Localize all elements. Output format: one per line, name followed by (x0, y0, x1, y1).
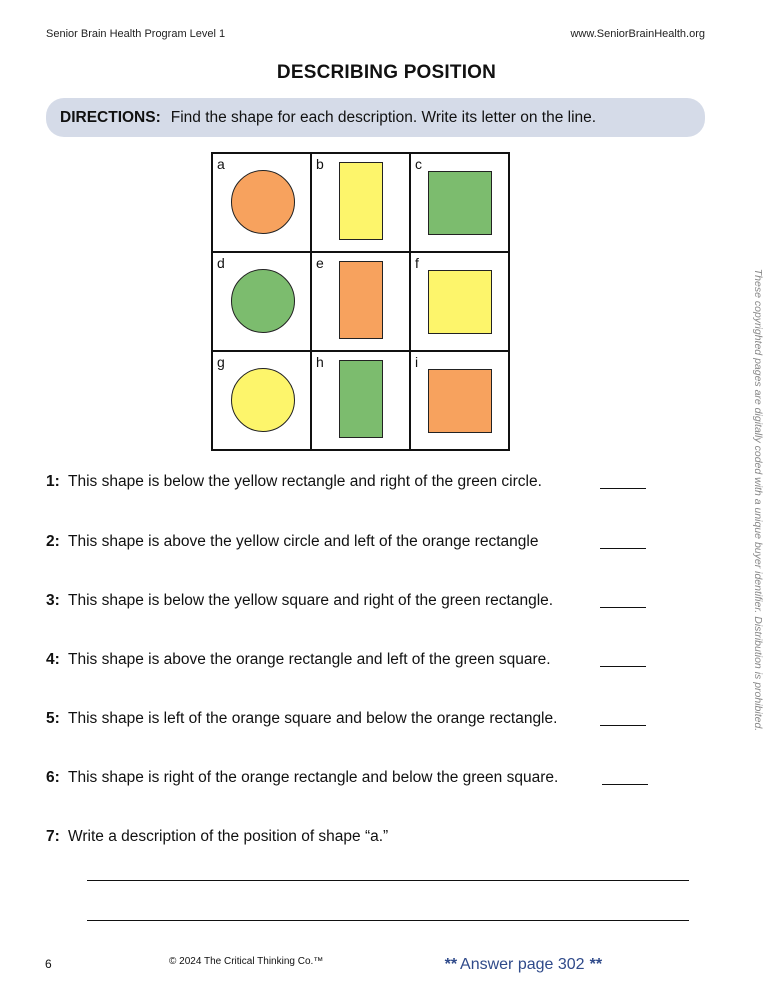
star-decoration: ** (444, 956, 457, 973)
question-number: 2: (46, 533, 60, 550)
question-number: 6: (46, 769, 60, 786)
writing-line-1[interactable] (87, 880, 689, 881)
cell-letter: a (217, 156, 225, 172)
header-program-name: Senior Brain Health Program Level 1 (46, 28, 226, 40)
question-7 (46, 828, 646, 846)
question-text: This shape is above the yellow circle and left of the orange rectangle (68, 533, 539, 550)
answer-blank-1[interactable] (600, 488, 646, 489)
grid-cell (212, 153, 311, 252)
directions-banner (46, 98, 705, 137)
grid-cell (212, 351, 311, 450)
orange-circle-shape (231, 170, 295, 234)
directions-label: DIRECTIONS: (60, 108, 161, 126)
answer-page-text: Answer page 302 (460, 956, 585, 973)
yellow-square-shape (428, 270, 492, 334)
answer-blank-4[interactable] (600, 666, 646, 667)
grid-cell (410, 252, 509, 351)
grid-cell (311, 153, 410, 252)
cell-letter: b (316, 156, 324, 172)
question-1 (46, 473, 646, 491)
question-text: This shape is left of the orange square and below the orange rectangle. (68, 710, 558, 727)
green-square-shape (428, 171, 492, 235)
orange-rectangle-shape (339, 261, 383, 339)
directions-text: Find the shape for each description. Write its letter on the line. (170, 108, 597, 126)
question-text: This shape is below the yellow rectangle and right of the green circle. (68, 473, 542, 490)
question-5 (46, 710, 646, 728)
question-text: This shape is above the orange rectangle and left of the green square. (68, 651, 551, 668)
footer-copyright: © 2024 The Critical Thinking Co.™ (169, 956, 324, 967)
answer-page-reference (444, 956, 601, 974)
page-number: 6 (45, 957, 52, 971)
cell-letter: e (316, 255, 324, 271)
grid-cell (311, 351, 410, 450)
question-text: This shape is below the yellow square and right of the green rectangle. (68, 592, 554, 609)
cell-letter: c (415, 156, 422, 172)
question-text: This shape is right of the orange rectangle and below the green square. (68, 769, 559, 786)
cell-letter: i (415, 354, 419, 370)
question-2 (46, 533, 646, 551)
page-title: DESCRIBING POSITION (276, 62, 497, 83)
green-rectangle-shape (339, 360, 383, 438)
question-3 (46, 592, 646, 610)
answer-blank-5[interactable] (600, 725, 646, 726)
writing-line-2[interactable] (87, 920, 689, 921)
orange-square-shape (428, 369, 492, 433)
cell-letter: h (316, 354, 324, 370)
yellow-rectangle-shape (339, 162, 383, 240)
star-decoration: ** (589, 956, 602, 973)
answer-blank-6[interactable] (602, 784, 648, 785)
grid-cell (311, 252, 410, 351)
header-website[interactable]: www.SeniorBrainHealth.org (570, 28, 705, 40)
question-number: 7: (46, 828, 60, 845)
grid-cell (212, 252, 311, 351)
yellow-circle-shape (231, 368, 295, 432)
question-4 (46, 651, 646, 669)
shape-grid (211, 152, 510, 451)
grid-cell (410, 351, 509, 450)
green-circle-shape (231, 269, 295, 333)
question-text: Write a description of the position of shape “a.” (68, 828, 389, 845)
question-6 (46, 769, 646, 787)
answer-blank-2[interactable] (600, 548, 646, 549)
question-number: 3: (46, 592, 60, 609)
cell-letter: g (217, 354, 225, 370)
copyright-side-notice: These copyrighted pages are digitally coded with a unique buyer identifier. Distribution is prohibited. (752, 268, 764, 732)
grid-cell (410, 153, 509, 252)
question-number: 5: (46, 710, 60, 727)
answer-blank-3[interactable] (600, 607, 646, 608)
cell-letter: d (217, 255, 225, 271)
question-number: 4: (46, 651, 60, 668)
question-number: 1: (46, 473, 60, 490)
cell-letter: f (415, 255, 419, 271)
